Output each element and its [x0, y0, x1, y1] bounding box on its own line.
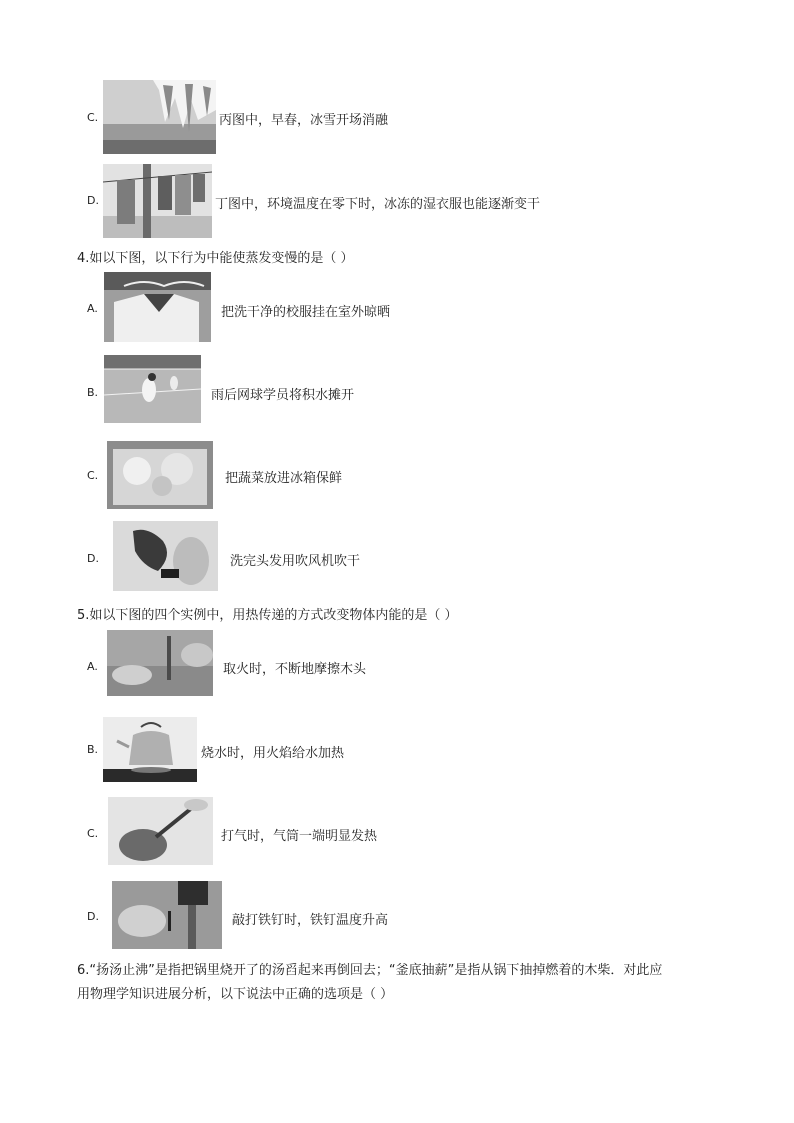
option-text: 丙图中，早春，冰雪开场消融: [219, 113, 389, 128]
frozen-laundry-photo: [103, 164, 212, 238]
option-text: 丁图中，环境温度在零下时，冰冻的湿衣服也能逐渐变干: [215, 197, 541, 212]
hammering-nail-photo: [112, 881, 222, 949]
question-6-stem: [77, 959, 727, 1007]
option-text: 取火时，不断地摩擦木头: [223, 662, 367, 677]
option-letter: B.: [87, 743, 99, 756]
option-text: 烧水时，用火焰给水加热: [201, 746, 345, 761]
option-text: 雨后网球学员将积水摊开: [211, 388, 355, 403]
option-letter: D.: [87, 194, 99, 207]
option-letter: B.: [87, 386, 99, 399]
question-5-stem: 5.如以下图的四个实例中，用热传递的方式改变物体内能的是（ ）: [77, 608, 458, 623]
option-letter: C.: [87, 111, 99, 124]
option-letter: A.: [87, 302, 98, 315]
option-text: 把蔬菜放进冰箱保鲜: [225, 471, 343, 486]
option-letter: C.: [87, 469, 99, 482]
option-letter: D.: [87, 552, 99, 565]
fridge-vegetables-photo: [107, 441, 213, 509]
rubbing-wood-photo: [107, 630, 213, 696]
option-letter: A.: [87, 660, 98, 673]
melting-icicles-photo: [103, 80, 216, 154]
hanging-uniform-photo: [104, 272, 211, 342]
question-6-line-1: 6.“扬汤止沸”是指把锅里烧开了的汤舀起来再倒回去；“釜底抽薪”是指从锅下抽掉燃着的木柴．对此应: [77, 963, 663, 978]
question-4-stem: 4.如以下图，以下行为中能使蒸发变慢的是（ ）: [77, 251, 354, 266]
option-text: 把洗干净的校服挂在室外晾晒: [221, 305, 391, 320]
kettle-flame-photo: [103, 717, 197, 782]
question-6-line-2: 用物理学知识进展分析，以下说法中正确的选项是（ ）: [77, 987, 394, 1002]
option-letter: C.: [87, 827, 99, 840]
option-letter: D.: [87, 910, 99, 923]
tennis-court-photo: [104, 355, 201, 423]
option-text: 打气时，气筒一端明显发热: [221, 829, 378, 844]
option-text: 敲打铁钉时，铁钉温度升高: [232, 913, 389, 928]
option-text: 洗完头发用吹风机吹干: [230, 554, 361, 569]
pumping-ball-photo: [108, 797, 213, 865]
hair-dryer-photo: [113, 521, 218, 591]
